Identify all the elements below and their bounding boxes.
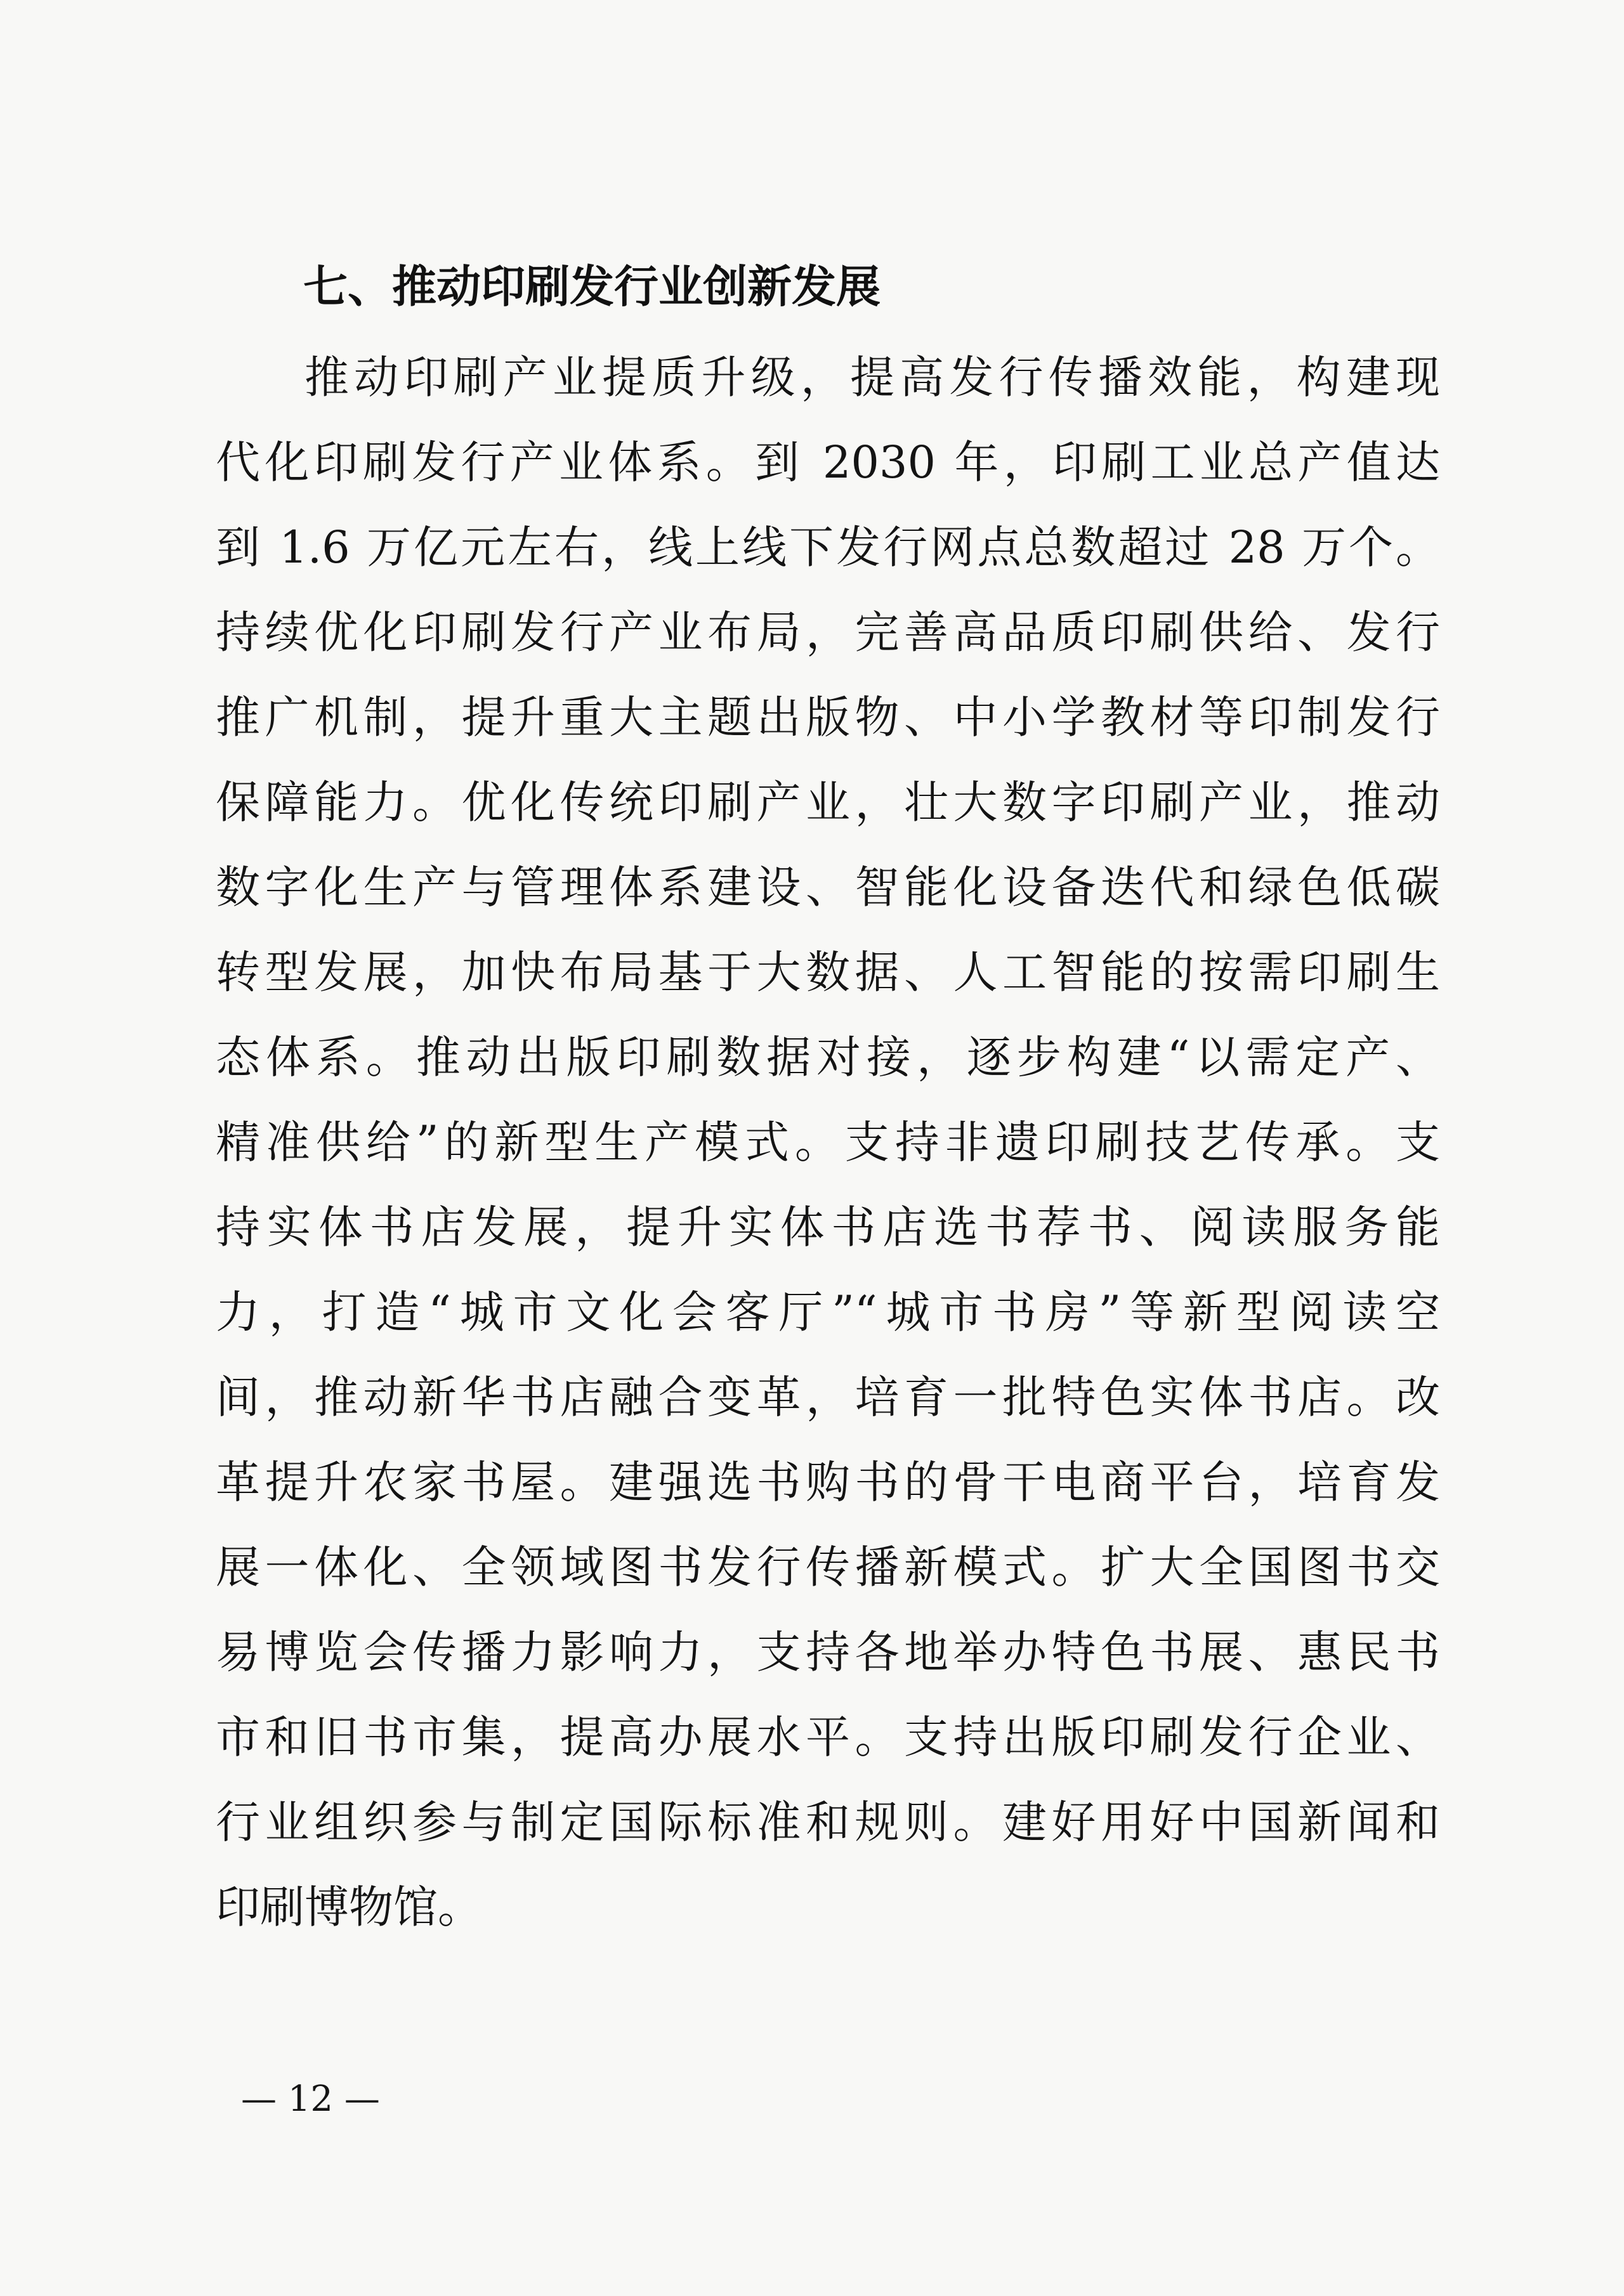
paragraph-line: 数字化生产与管理体系建设、智能化设备迭代和绿色低碳	[216, 861, 1440, 913]
paragraph-line: 转型发展，加快布局基于大数据、人工智能的按需印刷生	[216, 946, 1440, 998]
paragraph-line: 保障能力。优化传统印刷产业，壮大数字印刷产业，推动	[216, 776, 1440, 828]
paragraph-line: 推动印刷产业提质升级，提高发行传播效能，构建现	[304, 351, 1440, 403]
paragraph-line: 到 1.6 万亿元左右，线上线下发行网点总数超过 28 万个。	[216, 521, 1440, 573]
body-paragraph	[216, 335, 1440, 1950]
page-number: — 12 —	[241, 2078, 380, 2120]
paragraph-line: 市和旧书市集，提高办展水平。支持出版印刷发行企业、	[216, 1711, 1440, 1763]
section-heading: 七、推动印刷发行业创新发展	[303, 261, 881, 313]
paragraph-line: 态体系。推动出版印刷数据对接，逐步构建“以需定产、	[216, 1031, 1440, 1083]
paragraph-line: 持实体书店发展，提升实体书店选书荐书、阅读服务能	[216, 1201, 1440, 1253]
paragraph-line: 力，打造“城市文化会客厅”“城市书房”等新型阅读空	[216, 1286, 1440, 1338]
paragraph-line: 间，推动新华书店融合变革，培育一批特色实体书店。改	[216, 1371, 1440, 1423]
paragraph-line: 推广机制，提升重大主题出版物、中小学教材等印制发行	[216, 691, 1440, 743]
paragraph-line: 持续优化印刷发行产业布局，完善高品质印刷供给、发行	[216, 606, 1440, 658]
paragraph-line: 精准供给”的新型生产模式。支持非遗印刷技艺传承。支	[216, 1116, 1440, 1168]
paragraph-line: 展一体化、全领域图书发行传播新模式。扩大全国图书交	[216, 1541, 1440, 1593]
paragraph-line: 印刷博物馆。	[216, 1881, 482, 1933]
paragraph-line: 行业组织参与制定国际标准和规则。建好用好中国新闻和	[216, 1796, 1440, 1848]
paragraph-line: 易博览会传播力影响力，支持各地举办特色书展、惠民书	[216, 1626, 1440, 1678]
paragraph-line: 代化印刷发行产业体系。到 2030 年，印刷工业总产值达	[216, 436, 1440, 488]
paragraph-line: 革提升农家书屋。建强选书购书的骨干电商平台，培育发	[216, 1456, 1440, 1508]
